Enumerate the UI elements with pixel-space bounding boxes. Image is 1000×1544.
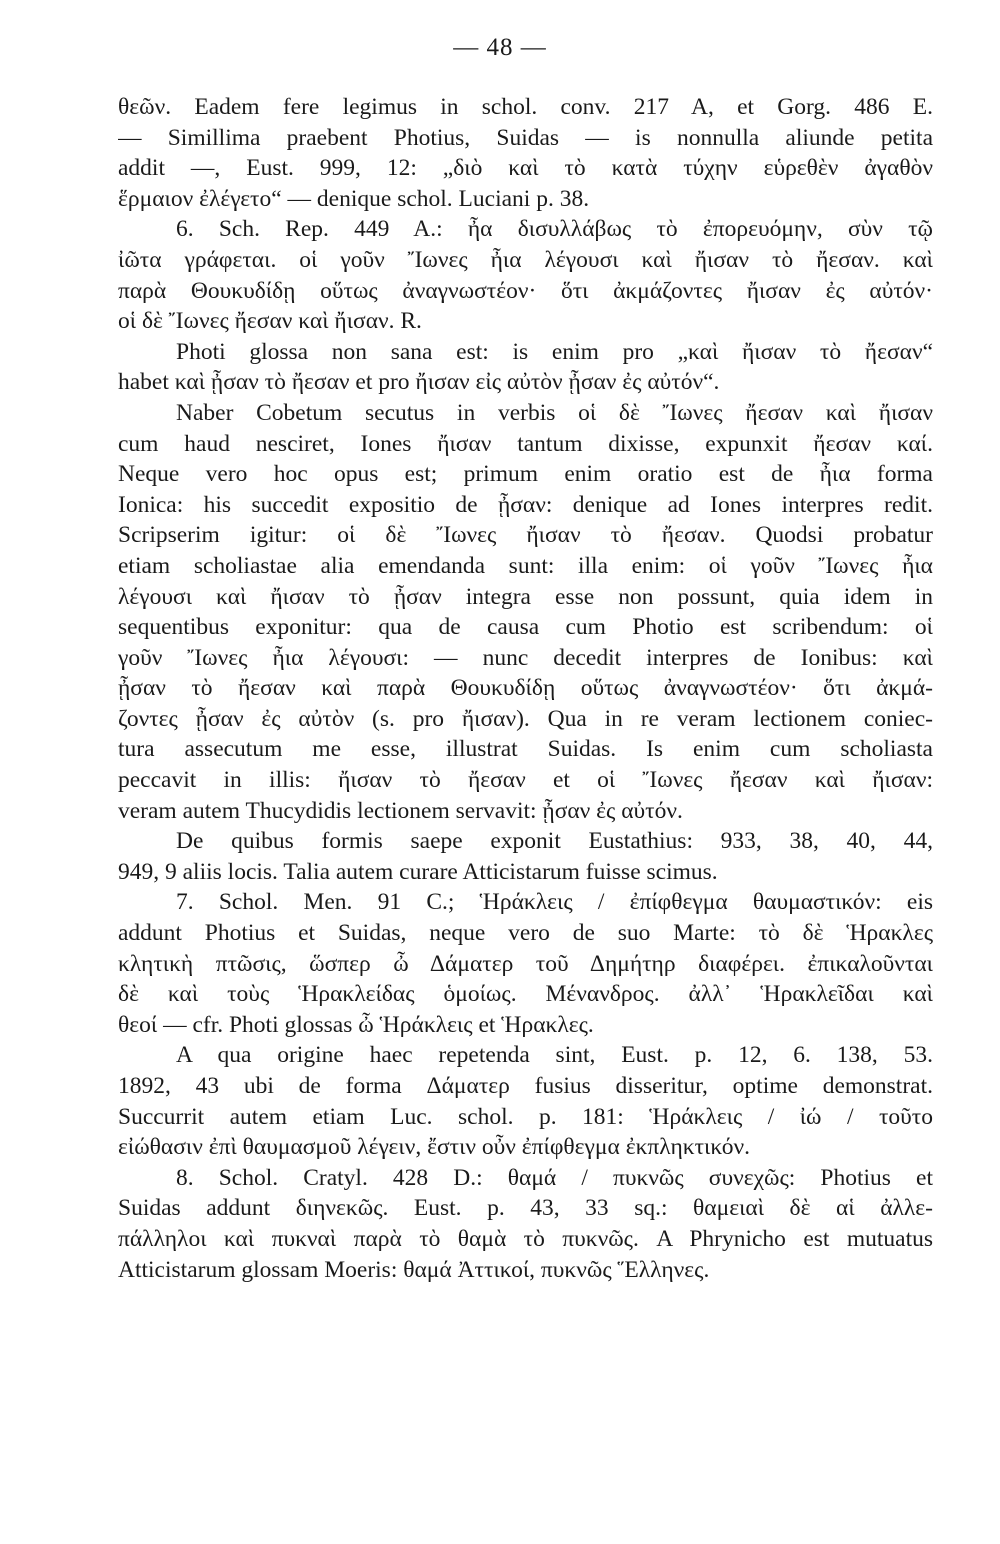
text-line: ἕρμαιον ἐλέγετο“ — denique schol. Luciani p. 38.	[118, 185, 590, 212]
text-line: γοῦν Ἴωνες ἦια λέγουσι: — nunc decedit interpres de Ionibus: καὶ	[118, 644, 933, 671]
text-line: δὲ καὶ τοὺς Ἡρακλείδας ὁμοίως. Μένανδρος. ἀλλ᾽ Ἡρακλεῖδαι καὶ	[118, 981, 933, 1008]
text-line: etiam scholiastae alia emendanda sunt: illa enim: οἱ γοῦν Ἴωνες ἦια	[118, 552, 933, 579]
text-line: Photi glossa non sana est: is enim pro „καὶ ἤισαν τὸ ἤεσαν“	[176, 338, 933, 365]
page-number: — 48 —	[453, 34, 547, 61]
text-line: Suidas addunt διηνεκῶς. Eust. p. 43, 33 sq.: θαμειαὶ δὲ αἱ ἀλλε-	[118, 1195, 933, 1222]
text-line: sequentibus exponitur: qua de causa cum Photio est scribendum: οἱ	[118, 614, 933, 641]
text-line: veram autem Thucydidis lectionem servavit: ᾖσαν ἐς αὐτόν.	[118, 797, 683, 824]
text-line: Succurrit autem etiam Luc. schol. p. 181: Ἡράκλεις / ἰώ / τοῦτο	[118, 1103, 933, 1130]
text-line: addit —, Eust. 999, 12: „διὸ καὶ τὸ κατὰ τύχην εὑρεθὲν ἀγαθὸν	[118, 155, 933, 182]
text-line: Naber Cobetum secutus in verbis οἱ δὲ Ἴωνες ἤεσαν καὶ ἤισαν	[176, 399, 933, 426]
text-line: — Simillima praebent Photius, Suidas — is nonnulla aliunde petita	[118, 124, 933, 151]
text-line: Neque vero hoc opus est; primum enim oratio est de ἦια forma	[118, 461, 933, 488]
text-line: ᾖσαν τὸ ἤεσαν καὶ παρὰ Θουκυδίδῃ οὕτως ἀναγνωστέον· ὅτι ἀκμά-	[118, 675, 933, 702]
text-line: 1892, 43 ubi de forma Δάματερ fusius disseritur, optime demonstrat.	[118, 1073, 933, 1099]
text-line: ζοντες ᾖσαν ἐς αὐτὸν (s. pro ἤισαν). Qua in re veram lectionem coniec-	[118, 705, 933, 732]
text-line: θεῶν. Eadem fere legimus in schol. conv. 217 A, et Gorg. 486 E.	[118, 94, 933, 120]
text-line: θεοί — cfr. Photi glossas ὦ Ἡράκλεις et Ἡρακλες.	[118, 1011, 594, 1038]
text-line: 6. Sch. Rep. 449 A.: ἦα δισυλλάβως τὸ ἐπορευόμην, σὺν τῷ	[176, 216, 933, 243]
text-line: habet καὶ ᾖσαν τὸ ἤεσαν et pro ἤισαν εἰς αὐτὸν ᾖσαν ἐς αὐτόν“.	[118, 369, 720, 396]
text-line: οἱ δὲ Ἴωνες ἤεσαν καὶ ἤισαν. R.	[118, 308, 422, 335]
text-line: πάλληλοι καὶ πυκναὶ παρὰ τὸ θαμὰ τὸ πυκνῶς. A Phrynicho est mutuatus	[118, 1225, 933, 1252]
text-line: ἰῶτα γράφεται. οἱ γοῦν Ἴωνες ἦια λέγουσι καὶ ἤισαν τὸ ἤεσαν. καὶ	[118, 246, 933, 273]
body-text	[118, 92, 933, 1285]
text-line: cum haud nesciret, Iones ἤισαν tantum dixisse, expunxit ἤεσαν καί.	[118, 430, 933, 457]
text-line: addunt Photius et Suidas, neque vero de suo Marte: τὸ δὲ Ἡρακλες	[118, 920, 933, 947]
text-line: peccavit in illis: ἤισαν τὸ ἤεσαν et οἱ Ἴωνες ἤεσαν καὶ ἤισαν:	[118, 767, 933, 794]
text-line: παρὰ Θουκυδίδῃ οὕτως ἀναγνωστέον· ὅτι ἀκμάζοντες ἤισαν ἐς αὐτόν·	[118, 277, 933, 304]
text-line: A qua origine haec repetenda sint, Eust. p. 12, 6. 138, 53.	[176, 1042, 933, 1069]
text-line: Ionica: his succedit expositio de ᾖσαν: denique ad Iones interpres redit.	[118, 491, 933, 518]
text-line: εἰώθασιν ἐπὶ θαυμασμοῦ λέγειν, ἔστιν οὖν ἐπίφθεγμα ἐκπληκτικόν.	[118, 1134, 750, 1161]
text-line: De quibus formis saepe exponit Eustathius: 933, 38, 40, 44,	[176, 828, 933, 855]
text-line: λέγουσι καὶ ἤισαν τὸ ᾖσαν integra esse non possunt, quia idem in	[118, 583, 933, 610]
text-line: tura assecutum me esse, illustrat Suidas. Is enim cum scholiasta	[118, 736, 933, 763]
text-line: 949, 9 aliis locis. Talia autem curare Atticistarum fuisse scimus.	[118, 858, 718, 885]
text-line: 7. Schol. Men. 91 C.; Ἡράκλεις / ἐπίφθεγμα θαυμαστικόν: eis	[176, 889, 933, 916]
text-line: 8. Schol. Cratyl. 428 D.: θαμά / πυκνῶς συνεχῶς: Photius et	[176, 1164, 933, 1191]
text-line: κλητικὴ πτῶσις, ὥσπερ ὦ Δάματερ τοῦ Δημήτηρ διαφέρει. ἐπικαλοῦνται	[118, 950, 933, 977]
text-line: Atticistarum glossam Moeris: θαμά Ἀττικοί, πυκνῶς Ἕλληνες.	[118, 1256, 710, 1283]
text-line: Scripserim igitur: οἱ δὲ Ἴωνες ἤισαν τὸ ἤεσαν. Quodsi probatur	[118, 522, 933, 549]
